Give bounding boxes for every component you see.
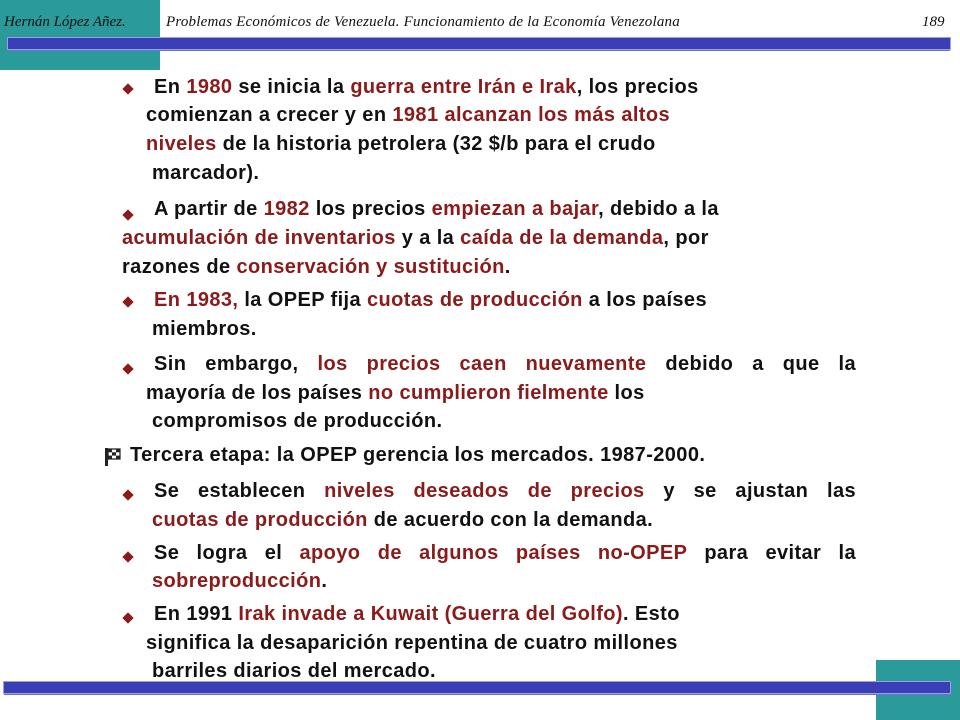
text-line: En 1991 Irak invade a Kuwait (Guerra del Golfo). Esto [154,603,680,625]
diamond-bullet-icon [122,296,133,307]
text-line: En 1983, la OPEP fija cuotas de producción a los países [154,289,707,311]
checkered-flag-icon [104,447,122,467]
page-number: 189 [922,14,945,30]
diamond-bullet-icon [122,83,133,94]
text-line: barriles diarios del mercado. [152,660,436,682]
diamond-bullet-icon [122,612,133,623]
diamond-bullet-icon [122,551,133,562]
diamond-bullet-icon [122,209,133,220]
text-line: compromisos de producción. [152,410,443,432]
text-line: razones de conservación y sustitución. [122,256,511,278]
text-line: miembros. [152,318,257,340]
text-line: mayoría de los países no cumplieron fielmente los [146,382,645,404]
diamond-bullet-icon [122,363,133,374]
diamond-bullet-icon [122,489,133,500]
text-line: cuotas de producción de acuerdo con la demanda. [152,509,654,531]
text-line: sobreproducción. [152,570,328,592]
text-line: significa la desaparición repentina de cuatro millones [146,632,678,654]
text-line: acumulación de inventarios y a la caída de la demanda, por [122,227,709,249]
author-name: Hernán López Añez. [4,14,126,30]
text-line: En 1980 se inicia la guerra entre Irán e Irak, los precios [154,76,699,98]
text-line: niveles de la historia petrolera (32 $/b para el crudo [146,133,656,155]
text-line: Se establecen niveles deseados de precios y se ajustan las [154,480,856,502]
heading-text: Tercera etapa: la OPEP gerencia los mercados. 1987-2000. [130,444,706,466]
text-line: marcador). [152,162,260,184]
text-line: Se logra el apoyo de algunos países no-OPEP para evitar la [154,542,857,564]
text-line: A partir de 1982 los precios empiezan a bajar, debido a la [154,198,719,220]
page-header-title: Problemas Económicos de Venezuela. Funcionamiento de la Economía Venezolana [166,14,680,30]
text-line: comienzan a crecer y en 1981 alcanzan los más altos [146,104,670,126]
text-line: Sin embargo, los precios caen nuevamente debido a que la [154,353,856,375]
